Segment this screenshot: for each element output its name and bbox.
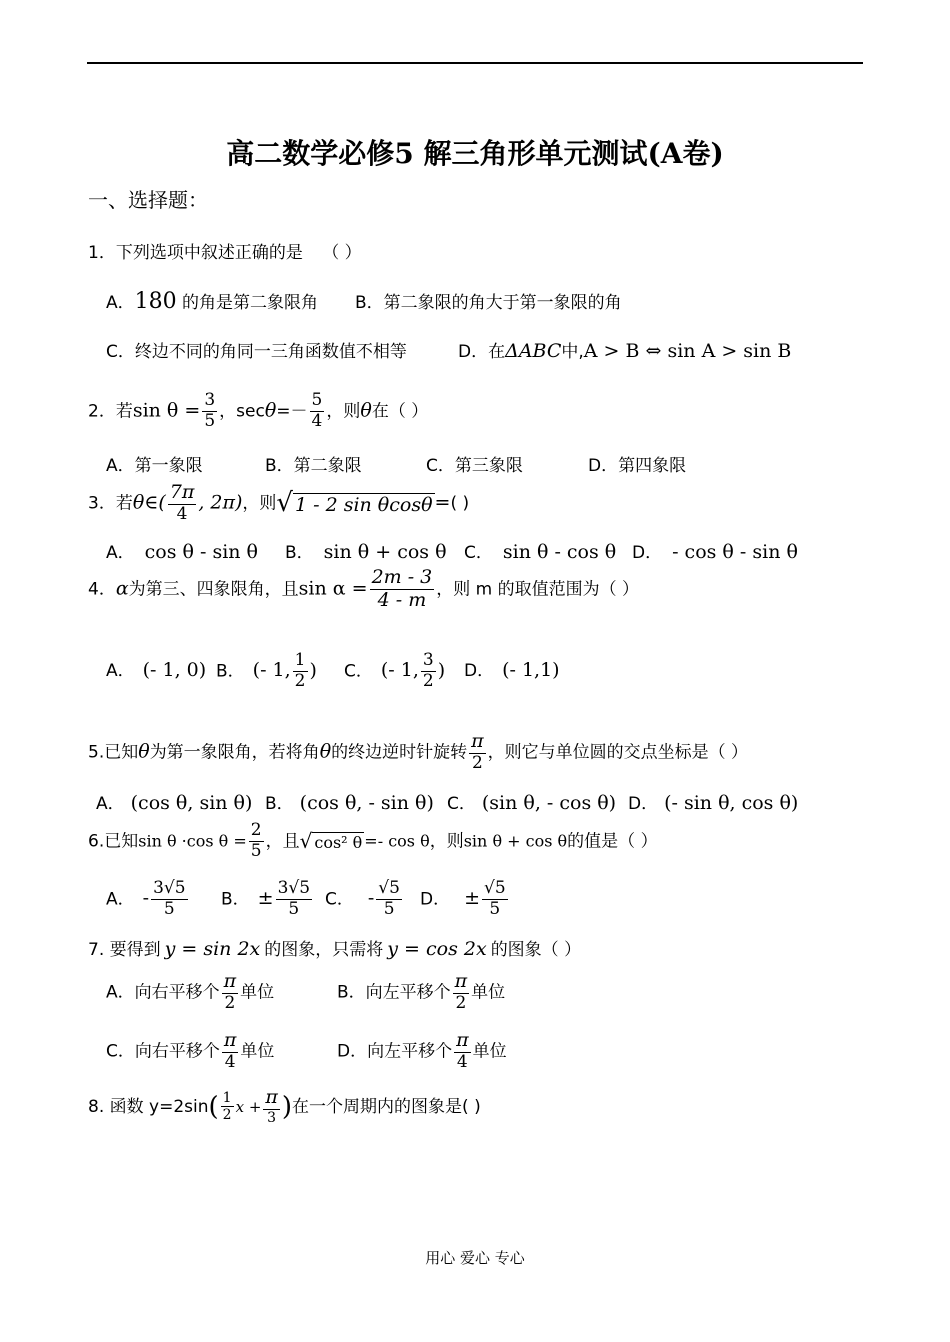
question-1-option-a: A．180 的角是第二象限角 [106, 289, 319, 314]
fraction: $\frac{2m - 3}{4 - m}$ [371, 566, 433, 611]
question-6-option-b: B． ± $\frac{3√5}{5}$ [221, 878, 311, 919]
question-6-option-a: A． - $\frac{3√5}{5}$ [106, 878, 186, 919]
fraction: $\frac{7\pi}{4}$ [169, 481, 195, 524]
question-7-option-d: D．向左平移个 $\frac{\pi}{4}$ 单位 [337, 1029, 507, 1072]
question-7-option-c: C．向右平移个 $\frac{\pi}{4}$ 单位 [106, 1029, 275, 1072]
question-4-stem: 4．α为第三、四象限角，且sin α = $\frac{2m - 3}{4 - m}$ ，则 m 的取值范围为（ ） [88, 566, 640, 611]
question-5-option-b: B． (cos θ, - sin θ) [265, 792, 434, 814]
question-5-option-a: A． (cos θ, sin θ) [96, 792, 253, 814]
question-6-option-c: C． - $\frac{√5}{5}$ [325, 878, 400, 919]
fraction: $\frac{\pi}{3}$ [265, 1086, 278, 1126]
question-3-stem: 3．若θ∈( $\frac{7\pi}{4}$ , 2π)，则√ 1 - 2 sin θcosθ =( ) [88, 481, 470, 524]
fraction: $\frac{3√5}{5}$ [153, 878, 186, 919]
question-7-option-a: A．向右平移个 $\frac{\pi}{2}$ 单位 [106, 970, 275, 1013]
question-3-option-b: B． sin θ + cos θ [285, 541, 447, 563]
fraction: $\frac{√5}{5}$ [378, 878, 400, 919]
question-2-stem: 2．若sin θ = $\frac{3}{5}$ ，secθ=－ $\frac{5}{4}$ ，则θ在（ ） [88, 390, 429, 431]
fraction: $\frac{\pi}{2}$ [471, 730, 484, 773]
fraction: $\frac{1}{2}$ [222, 1089, 232, 1124]
left-paren: ( [208, 1091, 219, 1122]
fraction: $\frac{\pi}{2}$ [454, 970, 468, 1013]
fraction: $\frac{2}{5}$ [250, 820, 262, 861]
question-5-stem: 5.已知θ为第一象限角，若将角θ的终边逆时针旋转 $\frac{\pi}{2}$ ，则它与单位圆的交点坐标是（ ） [88, 730, 749, 773]
fraction: $\frac{1}{2}$ [294, 650, 306, 691]
question-8-stem: 8. 函数 y=2sin( $\frac{1}{2}$ x + $\frac{\pi}{3}$ )在一个周期内的图象是( ) [88, 1086, 481, 1126]
question-6-stem: 6.已知sin θ ·cos θ = $\frac{2}{5}$ ，且√ cos² θ =- cos θ，则sin θ + cos θ的值是（ ） [88, 820, 658, 861]
question-5-option-d: D． (- sin θ, cos θ) [628, 792, 799, 814]
fraction: $\frac{\pi}{4}$ [223, 1029, 237, 1072]
question-5-option-c: C． (sin θ, - cos θ) [447, 792, 617, 814]
page-title: 高二数学必修5 解三角形单元测试(A卷) [226, 137, 724, 170]
fraction: $\frac{\pi}{2}$ [223, 970, 237, 1013]
square-root: √ cos² θ [299, 829, 363, 854]
question-3-option-a: A． cos θ - sin θ [106, 541, 258, 563]
question-3-option-c: C． sin θ - cos θ [464, 541, 617, 563]
page-footer: 用心 爱心 专心 [425, 1249, 525, 1267]
question-2-option-a: A．第一象限 [106, 456, 203, 476]
header-rule [87, 62, 863, 64]
question-1-stem: 1．下列选项中叙述正确的是 （ ） [88, 243, 362, 263]
question-2-option-d: D．第四象限 [588, 456, 687, 476]
question-6-option-d: D． ± $\frac{√5}{5}$ [420, 878, 506, 919]
fraction: $\frac{5}{4}$ [311, 390, 323, 431]
question-2-option-b: B．第二象限 [265, 456, 362, 476]
fraction: $\frac{\pi}{4}$ [456, 1029, 469, 1072]
question-1-option-d: D．在ΔABC中,A > B ⇔ sin A > sin B [458, 340, 792, 362]
right-paren: ) [281, 1091, 293, 1122]
question-4-option-c: C． (- 1, $\frac{3}{2}$ ) [344, 650, 446, 691]
square-root: √ 1 - 2 sin θcosθ [276, 488, 433, 519]
question-1-option-b: B．第二象限的角大于第一象限的角 [355, 293, 622, 313]
question-2-option-c: C．第三象限 [426, 456, 523, 476]
question-7-option-b: B．向左平移个 $\frac{\pi}{2}$ 单位 [337, 970, 506, 1013]
fraction: $\frac{√5}{5}$ [484, 878, 506, 919]
fraction: $\frac{3√5}{5}$ [277, 878, 311, 919]
fraction: $\frac{3}{2}$ [422, 650, 434, 691]
question-4-option-b: B． (- 1, $\frac{1}{2}$ ) [216, 650, 317, 691]
question-4-option-d: D． (- 1,1) [464, 659, 560, 681]
section-heading: 一、选择题： [88, 188, 208, 212]
question-4-option-a: A． (- 1, 0) [106, 659, 207, 681]
question-3-option-d: D． - cos θ - sin θ [632, 541, 798, 563]
question-1-option-c: C．终边不同的角同一三角函数值不相等 [106, 342, 407, 362]
fraction: $\frac{3}{5}$ [204, 390, 216, 431]
question-7-stem: 7. 要得到 y = sin 2x 的图象，只需将 y = cos 2x 的图象（ ） [88, 938, 582, 960]
